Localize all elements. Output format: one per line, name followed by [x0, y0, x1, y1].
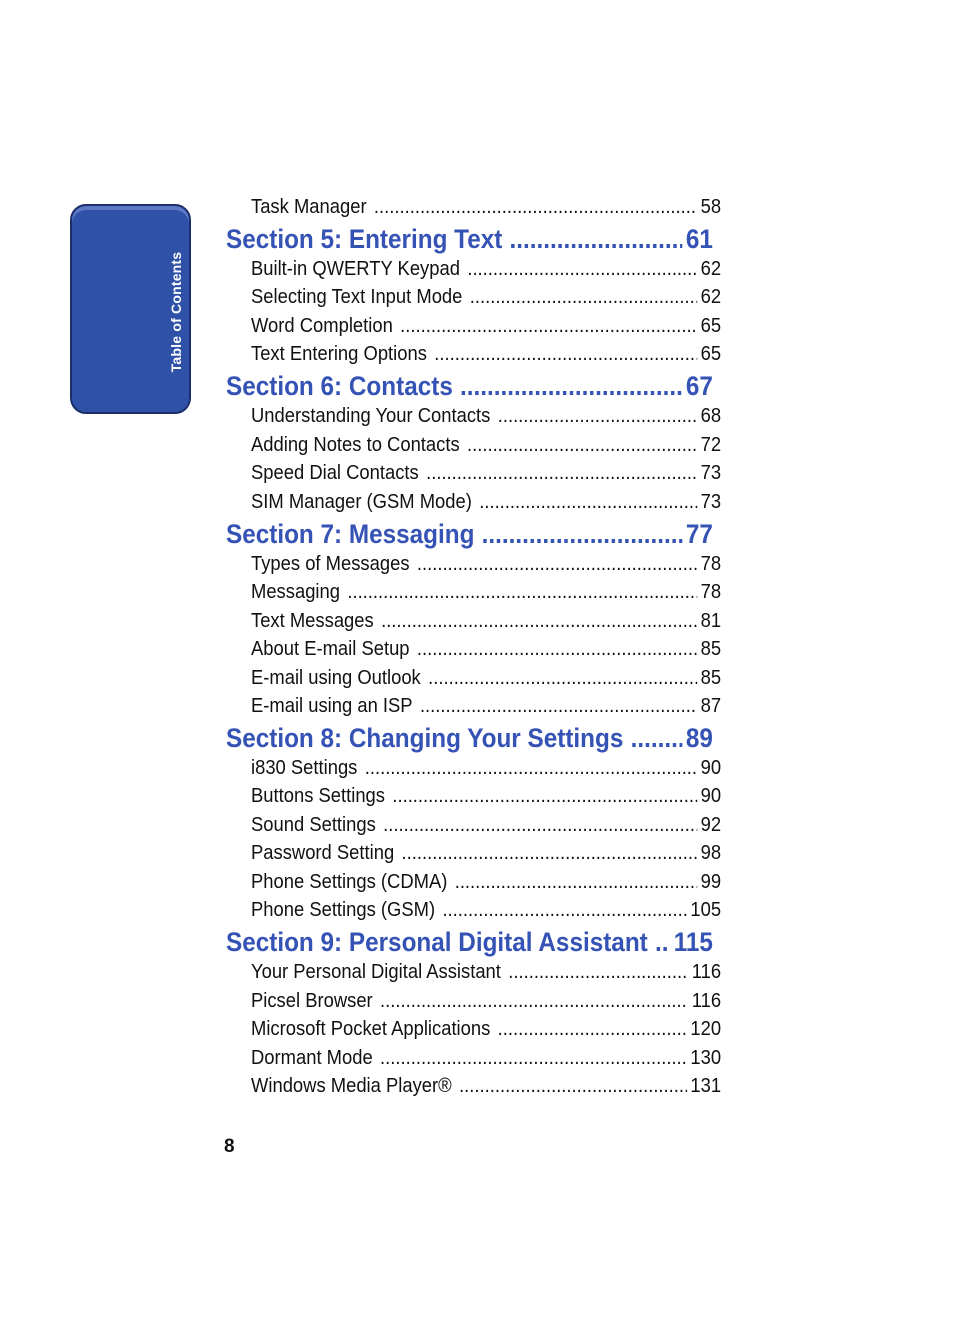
- toc-label: Section 9: Personal Digital Assistant: [226, 927, 648, 957]
- toc-page-number: 90: [700, 757, 722, 779]
- toc-entry[interactable]: [251, 757, 721, 785]
- dot-leader: [381, 610, 697, 633]
- toc-page-number: 62: [700, 286, 722, 308]
- toc-label: E-mail using an ISP: [251, 695, 413, 717]
- toc-label: Speed Dial Contacts: [251, 462, 419, 484]
- toc-section-heading[interactable]: [226, 519, 713, 551]
- toc-entry[interactable]: [251, 961, 721, 989]
- toc-label: Your Personal Digital Assistant: [251, 961, 501, 983]
- dot-leader: [417, 553, 697, 576]
- dot-leader: [467, 434, 697, 457]
- toc-page-number: 77: [685, 519, 713, 549]
- toc-page-number: 81: [700, 610, 722, 632]
- dot-leader: [428, 667, 697, 690]
- dot-leader: [380, 1047, 687, 1070]
- toc-label: Sound Settings: [251, 814, 376, 836]
- toc-label: Types of Messages: [251, 553, 410, 575]
- toc-entry[interactable]: [251, 315, 721, 343]
- toc-page-number: 65: [700, 343, 722, 365]
- toc-entry[interactable]: [251, 553, 721, 581]
- toc-label: SIM Manager (GSM Mode): [251, 491, 472, 513]
- toc-label: Section 5: Entering Text: [226, 224, 503, 254]
- dot-leader: [374, 196, 697, 219]
- toc-page-number: 131: [690, 1075, 722, 1097]
- toc-page-number: 78: [700, 553, 722, 575]
- toc-page-number: 92: [700, 814, 722, 836]
- toc-page-number: 99: [700, 871, 722, 893]
- toc-page-number: 130: [690, 1047, 722, 1069]
- toc-entry[interactable]: [251, 343, 721, 371]
- dot-leader: [442, 899, 686, 922]
- toc-entry[interactable]: [251, 610, 721, 638]
- dot-leader: [426, 462, 697, 485]
- dot-leader: [365, 757, 697, 780]
- side-tab-label: Table of Contents: [168, 251, 184, 373]
- dot-leader: [631, 723, 683, 754]
- toc-section-heading[interactable]: [226, 723, 713, 755]
- dot-leader: [402, 842, 697, 865]
- toc-page-number: 67: [685, 371, 713, 401]
- toc-page-number: 85: [700, 638, 722, 660]
- toc-page-number: 89: [685, 723, 713, 753]
- dot-leader: [434, 343, 697, 366]
- toc-entry[interactable]: [251, 258, 721, 286]
- toc-label: Section 6: Contacts: [226, 371, 453, 401]
- toc-entry[interactable]: [251, 491, 721, 519]
- toc-page-number: 58: [700, 196, 722, 218]
- toc-entry[interactable]: [251, 462, 721, 490]
- toc-page-number: 98: [700, 842, 722, 864]
- toc-page-number: 78: [700, 581, 722, 603]
- dot-leader: [400, 315, 697, 338]
- toc-entry[interactable]: [251, 1047, 721, 1075]
- dot-leader: [479, 491, 697, 514]
- toc-page-number: 87: [700, 695, 722, 717]
- toc-label: Dormant Mode: [251, 1047, 373, 1069]
- dot-leader: [482, 519, 683, 550]
- dot-leader: [392, 785, 697, 808]
- dot-leader: [383, 814, 697, 837]
- toc-label: Text Entering Options: [251, 343, 427, 365]
- toc-label: About E-mail Setup: [251, 638, 410, 660]
- toc-label: Password Setting: [251, 842, 395, 864]
- toc-entry[interactable]: [251, 695, 721, 723]
- toc-entry[interactable]: [251, 196, 721, 224]
- toc-section-heading[interactable]: [226, 224, 713, 256]
- toc-page-number: 65: [700, 315, 722, 337]
- toc-page-number: 62: [700, 258, 722, 280]
- dot-leader: [460, 371, 682, 402]
- toc-label: Section 8: Changing Your Settings: [226, 723, 624, 753]
- toc-entry[interactable]: [251, 638, 721, 666]
- dot-leader: [498, 405, 697, 428]
- toc-entry[interactable]: [251, 434, 721, 462]
- dot-leader: [655, 927, 670, 958]
- toc-entry[interactable]: [251, 899, 721, 927]
- dot-leader: [417, 638, 697, 661]
- toc-label: Windows Media Player®: [251, 1075, 452, 1097]
- toc-entry[interactable]: [251, 814, 721, 842]
- toc-entry[interactable]: [251, 871, 721, 899]
- dot-leader: [459, 1075, 687, 1098]
- dot-leader: [380, 990, 688, 1013]
- dot-leader: [508, 961, 688, 984]
- toc-entry[interactable]: [251, 286, 721, 314]
- toc-entry[interactable]: [251, 1018, 721, 1046]
- toc-label: Word Completion: [251, 315, 393, 337]
- toc-label: Selecting Text Input Mode: [251, 286, 463, 308]
- toc-label: Phone Settings (GSM): [251, 899, 436, 921]
- toc-label: Understanding Your Contacts: [251, 405, 491, 427]
- toc-label: Picsel Browser: [251, 990, 373, 1012]
- toc-label: Microsoft Pocket Applications: [251, 1018, 491, 1040]
- dot-leader: [420, 695, 697, 718]
- toc-page-number: 68: [700, 405, 722, 427]
- dot-leader: [467, 258, 697, 281]
- toc-entry[interactable]: [251, 990, 721, 1018]
- toc-label: Messaging: [251, 581, 340, 603]
- toc-page-number: 61: [685, 224, 713, 254]
- toc-label: E-mail using Outlook: [251, 667, 421, 689]
- toc-entry[interactable]: [251, 785, 721, 813]
- toc-label: Buttons Settings: [251, 785, 386, 807]
- toc-entry[interactable]: [251, 842, 721, 870]
- toc-label: Adding Notes to Contacts: [251, 434, 460, 456]
- toc-page-number: 116: [691, 990, 722, 1012]
- toc-page-number: 72: [700, 434, 722, 456]
- toc-label: Phone Settings (CDMA): [251, 871, 448, 893]
- toc-page-number: 116: [691, 961, 722, 983]
- toc-page-number: 120: [690, 1018, 722, 1040]
- dot-leader: [470, 286, 697, 309]
- toc-entry[interactable]: [251, 1075, 721, 1103]
- toc-page-number: 73: [700, 491, 722, 513]
- toc-page-number: 115: [673, 927, 713, 957]
- toc-page-number: 85: [700, 667, 722, 689]
- dot-leader: [455, 871, 697, 894]
- toc-section-heading[interactable]: [226, 371, 713, 403]
- toc-label: Text Messages: [251, 610, 374, 632]
- toc-entry[interactable]: [251, 405, 721, 433]
- dot-leader: [510, 224, 683, 255]
- toc-page-number: 73: [700, 462, 722, 484]
- toc-section-heading[interactable]: [226, 927, 713, 959]
- dot-leader: [347, 581, 697, 604]
- toc-label: i830 Settings: [251, 757, 358, 779]
- toc-page-number: 90: [700, 785, 722, 807]
- toc-entry[interactable]: [251, 667, 721, 695]
- toc-label: Section 7: Messaging: [226, 519, 475, 549]
- page-number: 8: [224, 1136, 235, 1157]
- toc-entry[interactable]: [251, 581, 721, 609]
- toc-label: Task Manager: [251, 196, 367, 218]
- toc-label: Built-in QWERTY Keypad: [251, 258, 460, 280]
- dot-leader: [498, 1018, 687, 1041]
- toc-page-number: 105: [690, 899, 722, 921]
